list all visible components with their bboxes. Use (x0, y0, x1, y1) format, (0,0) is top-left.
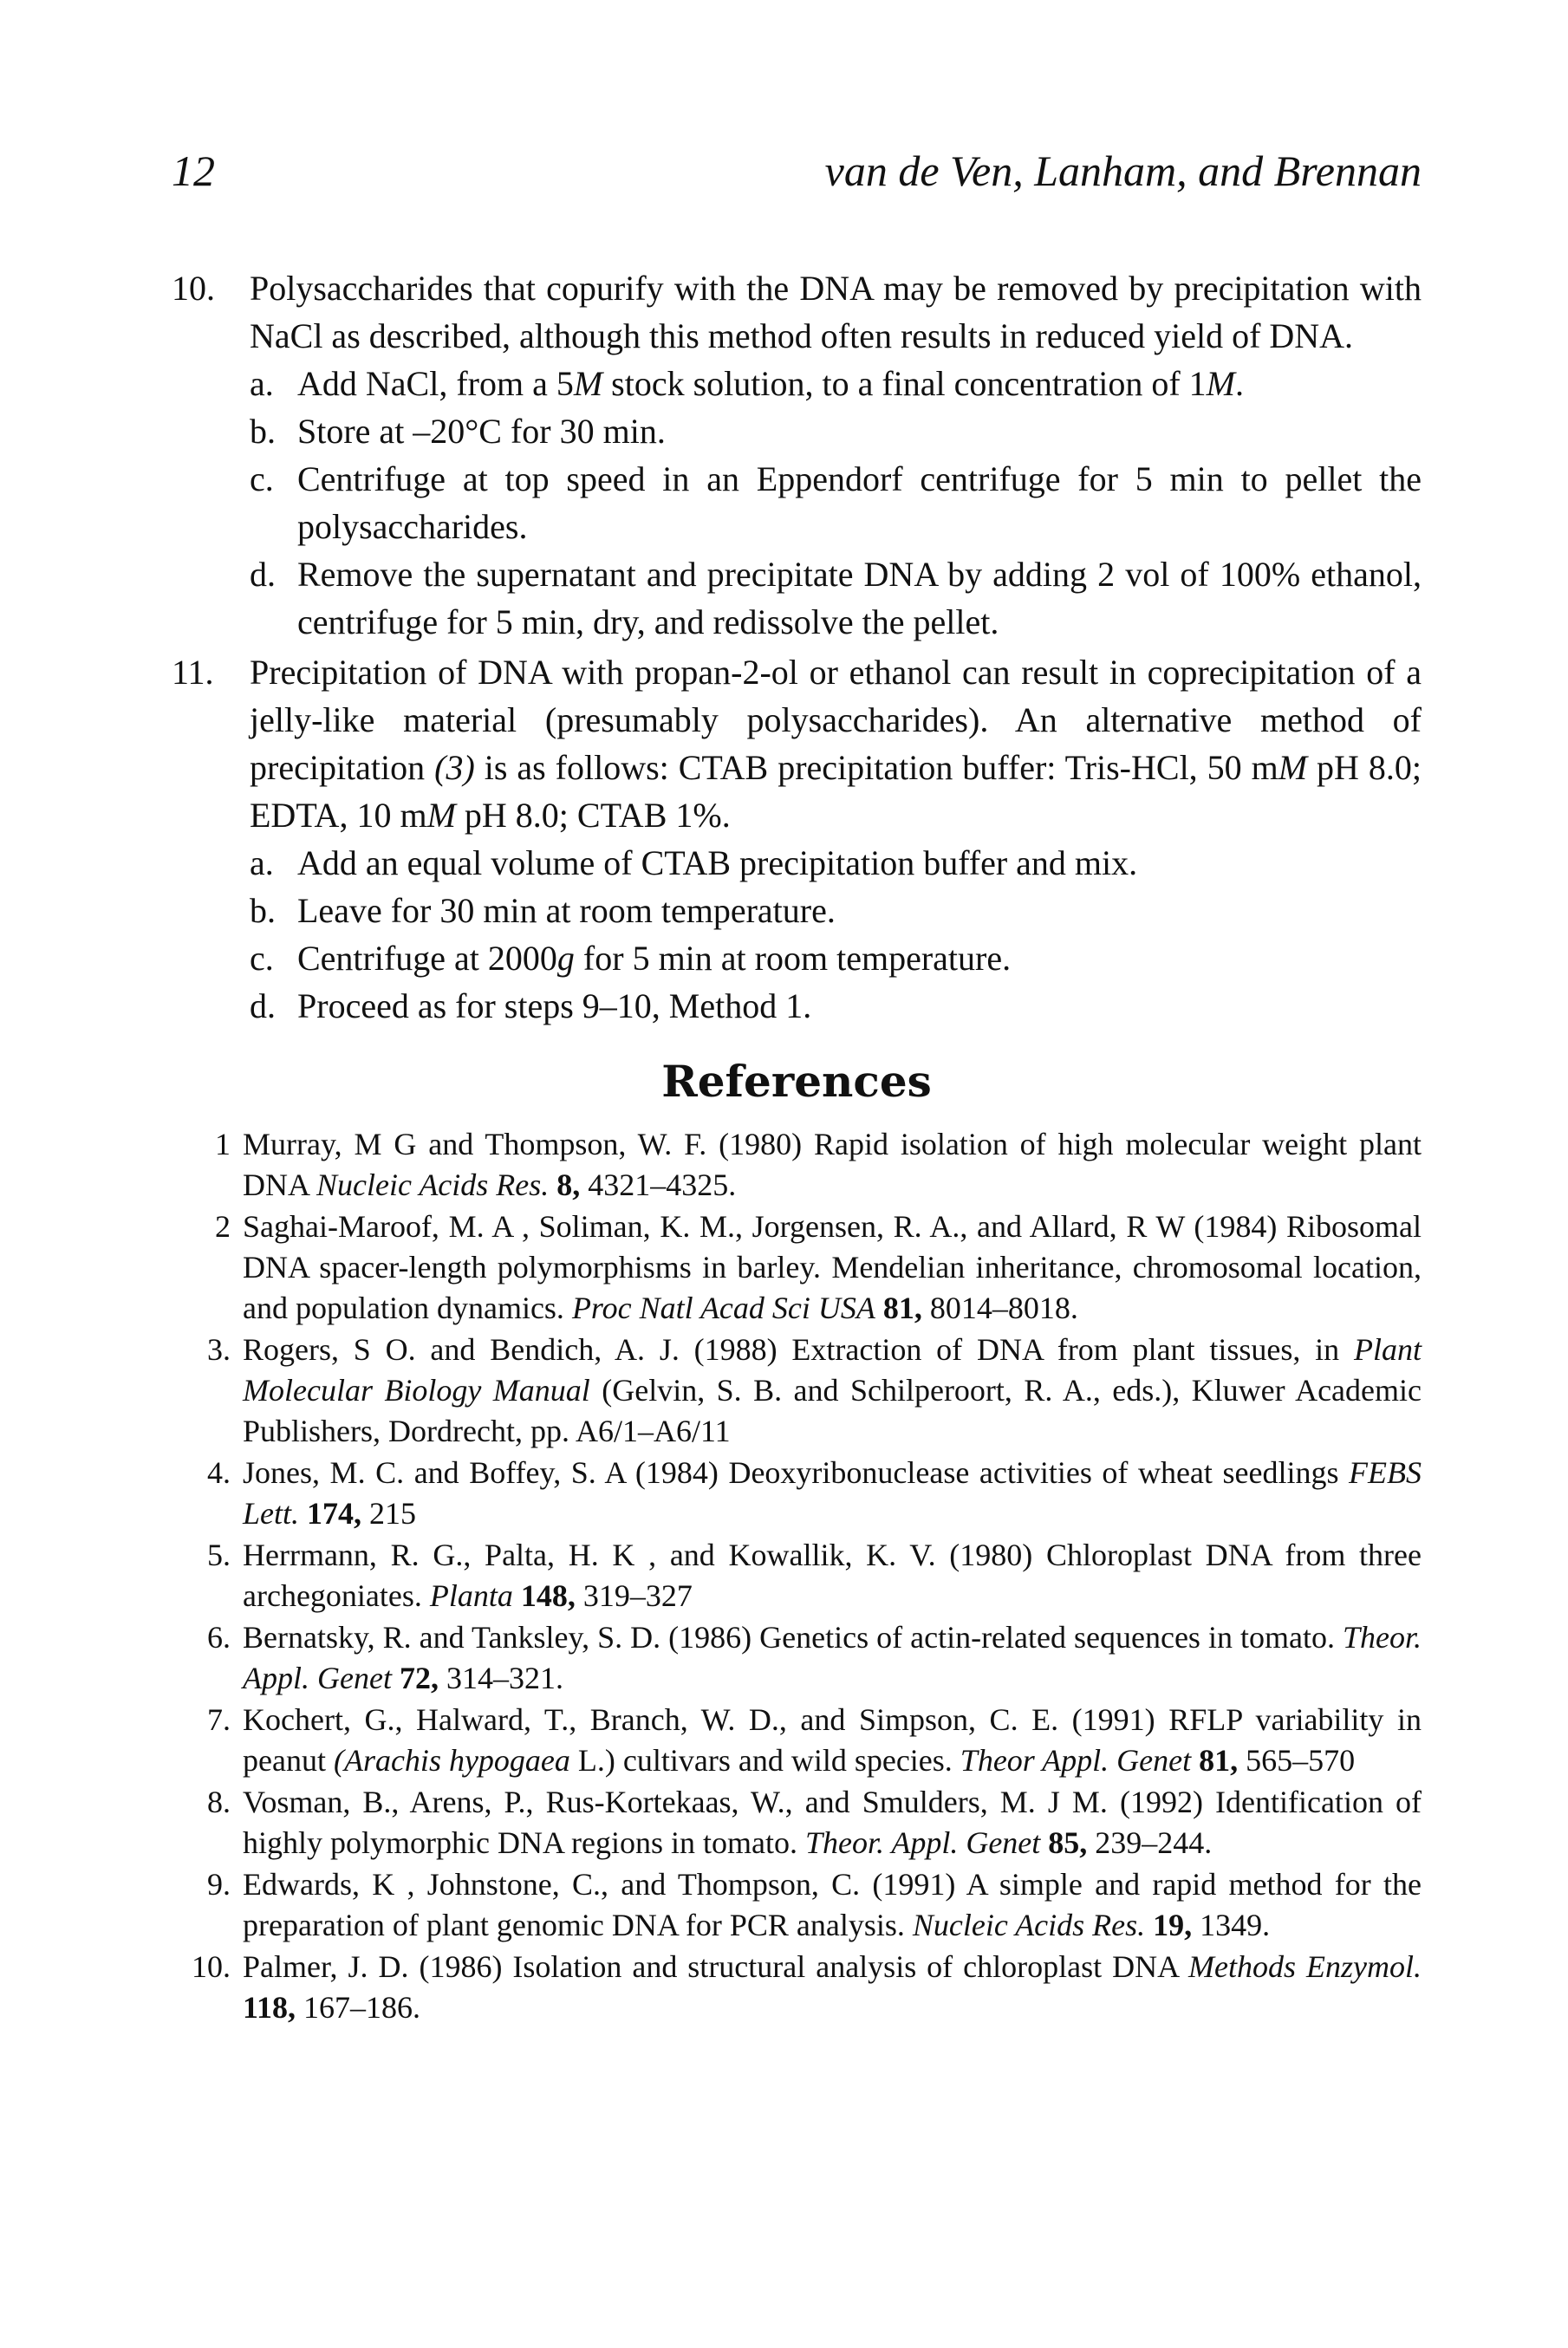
reference-text: 8, (556, 1167, 581, 1202)
reference-number: 9. (207, 1867, 231, 1902)
substep-text: Centrifuge at 2000 (297, 939, 557, 978)
note-text-part: M (426, 796, 456, 835)
reference-text: Saghai-Maroof, M. A , Soliman, K. M., Jorgensen, R. A., and Allard, R W (1984) Ribosomal DNA spacer-length polymorphisms in barley. Mendelian inheritance, chromosomal location, and population dynamics. (243, 1209, 1422, 1325)
reference-item (172, 1124, 1422, 1206)
reference-text: Bernatsky, R. and Tanksley, S. D. (1986) Genetics of actin-related sequences in tomato. (243, 1620, 1343, 1655)
note-item (172, 648, 1422, 1030)
reference-item (172, 1864, 1422, 1946)
reference-text (392, 1661, 400, 1695)
note-item (172, 264, 1422, 646)
substep (250, 407, 1422, 455)
note-substeps (250, 839, 1422, 1030)
reference-text: Theor. Appl. Genet (243, 1620, 1422, 1695)
substep-text: stock solution, to a final concentration of 1 (602, 364, 1207, 403)
reference-text: (Gelvin, S. B. and Schilperoort, R. A., eds.), Kluwer Academic Publishers, Dordrecht, pp. A6/1–A6/11 (243, 1373, 1422, 1448)
note-substeps (250, 360, 1422, 646)
reference-text: Palmer, J. D. (1986) Isolation and structural analysis of chloroplast DNA (243, 1949, 1189, 1984)
reference-text: 81, (1199, 1743, 1239, 1778)
reference-text: (Arachis hypogaea (333, 1743, 570, 1778)
reference-item (172, 1330, 1422, 1452)
reference-text (1145, 1908, 1153, 1942)
reference-item (172, 1617, 1422, 1699)
reference-text: 239–244. (1087, 1825, 1213, 1860)
reference-text: Rogers, S O. and Bendich, A. J. (1988) Extraction of DNA from plant tissues, in (243, 1332, 1354, 1367)
reference-text (1191, 1743, 1199, 1778)
substep-label: d. (250, 986, 276, 1025)
reference-text: Herrmann, R. G., Palta, H. K , and Kowallik, K. V. (1980) Chloroplast DNA from three archegoniates. (243, 1538, 1422, 1613)
substep-label: a. (250, 364, 274, 403)
reference-text: Vosman, B., Arens, P., Rus-Kortekaas, W., and Smulders, M. J M. (1992) Identification of highly polymorphic DNA regions in tomato. (243, 1785, 1422, 1860)
substep-text: Remove the supernatant and precipitate DNA by adding 2 vol of 100% ethanol, centrifuge for 5 min, dry, and redissolve the pellet. (297, 555, 1422, 641)
substep-text: Add an equal volume of CTAB precipitation buffer and mix. (297, 843, 1138, 882)
note-text-part: pH 8.0; CTAB 1%. (455, 796, 731, 835)
note-number: 10. (172, 269, 215, 308)
reference-text: Murray, M G and Thompson, W. F. (1980) Rapid isolation of high molecular weight plant DNA (243, 1127, 1422, 1202)
reference-item (172, 1453, 1422, 1534)
reference-text: Proc Natl Acad Sci USA (571, 1291, 875, 1325)
substep (250, 455, 1422, 550)
substep (250, 934, 1422, 982)
reference-text: Planta (429, 1578, 513, 1613)
reference-text: 8014–8018. (921, 1291, 1078, 1325)
substep-text: Centrifuge at top speed in an Eppendorf centrifuge for 5 min to pellet the polysaccharides. (297, 459, 1422, 546)
note-number: 11. (172, 653, 214, 692)
substep-text: . (1235, 364, 1244, 403)
reference-number: 8. (207, 1785, 231, 1819)
page-number: 12 (172, 146, 215, 195)
note-text-part: pH 8.0; EDTA, 10 m (250, 748, 1422, 835)
reference-text (1040, 1825, 1048, 1860)
reference-text: 19, (1153, 1908, 1193, 1942)
substep (250, 982, 1422, 1030)
reference-text: 72, (399, 1661, 439, 1695)
substep-label: c. (250, 459, 274, 498)
reference-text: L.) cultivars and wild species. (569, 1743, 960, 1778)
substep (250, 360, 1422, 407)
substep-label: a. (250, 843, 274, 882)
reference-text: 565–570 (1238, 1743, 1356, 1778)
substep-text: g (556, 939, 575, 978)
substep (250, 839, 1422, 887)
reference-text: Jones, M. C. and Boffey, S. A (1984) Deoxyribonuclease activities of wheat seedlings (243, 1455, 1350, 1490)
reference-text (513, 1578, 521, 1613)
reference-text (549, 1167, 556, 1202)
substep-text: Proceed as for steps 9–10, Method 1. (297, 986, 812, 1025)
reference-text: Plant Molecular Biology Manual (243, 1332, 1422, 1408)
reference-number: 6. (207, 1620, 231, 1655)
reference-number: 10. (192, 1949, 231, 1984)
reference-number: 2 (215, 1209, 231, 1244)
substep-label: d. (250, 555, 276, 594)
reference-item (172, 1782, 1422, 1863)
substep-text: for 5 min at room temperature. (574, 939, 1012, 978)
page-header (172, 146, 1422, 215)
reference-number: 3. (207, 1332, 231, 1367)
reference-text (875, 1291, 883, 1325)
references-heading: References (661, 1056, 932, 1107)
substep-label: b. (250, 891, 276, 930)
note-text-part: is as follows: CTAB precipitation buffer: Tris-HCl, 50 m (474, 748, 1278, 787)
reference-text: 174, (307, 1496, 362, 1531)
reference-number: 4. (207, 1455, 231, 1490)
reference-item (172, 1535, 1422, 1616)
substep (250, 550, 1422, 646)
substep-text: Leave for 30 min at room temperature. (297, 891, 836, 930)
reference-item (172, 1947, 1422, 2028)
reference-text: Nucleic Acids Res. (912, 1908, 1146, 1942)
notes-list (172, 264, 1422, 1032)
reference-text: 148, (520, 1578, 576, 1613)
reference-text: FEBS Lett. (243, 1455, 1422, 1531)
reference-text: 167–186. (296, 1990, 421, 2025)
note-text-part: Precipitation of DNA with propan-2-ol or ethanol can result in coprecipitation of a jelly-like material (presumably polysaccharides). An alternative method of precipitation (250, 653, 1422, 787)
reference-item (172, 1207, 1422, 1329)
substep-label: b. (250, 412, 276, 451)
reference-number: 7. (207, 1702, 231, 1737)
reference-number: 5. (207, 1538, 231, 1572)
reference-text: Kochert, G., Halward, T., Branch, W. D., and Simpson, C. E. (1991) RFLP variability in peanut (243, 1702, 1422, 1778)
note-text-part: M (1278, 748, 1308, 787)
reference-text: 215 (361, 1496, 417, 1531)
note-text (250, 648, 1422, 839)
reference-text: 314–321. (438, 1661, 563, 1695)
reference-text: 81, (882, 1291, 922, 1325)
substep-label: c. (250, 939, 274, 978)
substep-text: Add NaCl, from a 5 (297, 364, 574, 403)
reference-item (172, 1700, 1422, 1781)
reference-text (299, 1496, 307, 1531)
reference-text: 118, (243, 1990, 296, 2025)
reference-text: Edwards, K , Johnstone, C., and Thompson, C. (1991) A simple and rapid method for the preparation of plant genomic DNA for PCR analysis. (243, 1867, 1422, 1942)
reference-number: 1 (215, 1127, 231, 1161)
reference-text: Theor Appl. Genet (960, 1743, 1192, 1778)
reference-text: Nucleic Acids Res. (316, 1167, 550, 1202)
note-text: Polysaccharides that copurify with the DNA may be removed by precipitation with NaCl as described, although this method often results in reduced yield of DNA. (250, 269, 1422, 355)
substep (250, 887, 1422, 934)
running-head: van de Ven, Lanham, and Brennan (824, 146, 1422, 195)
reference-text: Theor. Appl. Genet (804, 1825, 1041, 1860)
reference-text: 319–327 (575, 1578, 693, 1613)
references-list (172, 1124, 1422, 2029)
substep-text: M (573, 364, 603, 403)
substep-text: M (1206, 364, 1235, 403)
reference-text: 85, (1048, 1825, 1088, 1860)
reference-text: Methods Enzymol. (1188, 1949, 1422, 1984)
reference-text: 4321–4325. (580, 1167, 737, 1202)
citation-ref: (3) (434, 748, 475, 787)
substep-text: Store at –20°C for 30 min. (297, 412, 666, 451)
reference-text: 1349. (1192, 1908, 1271, 1942)
